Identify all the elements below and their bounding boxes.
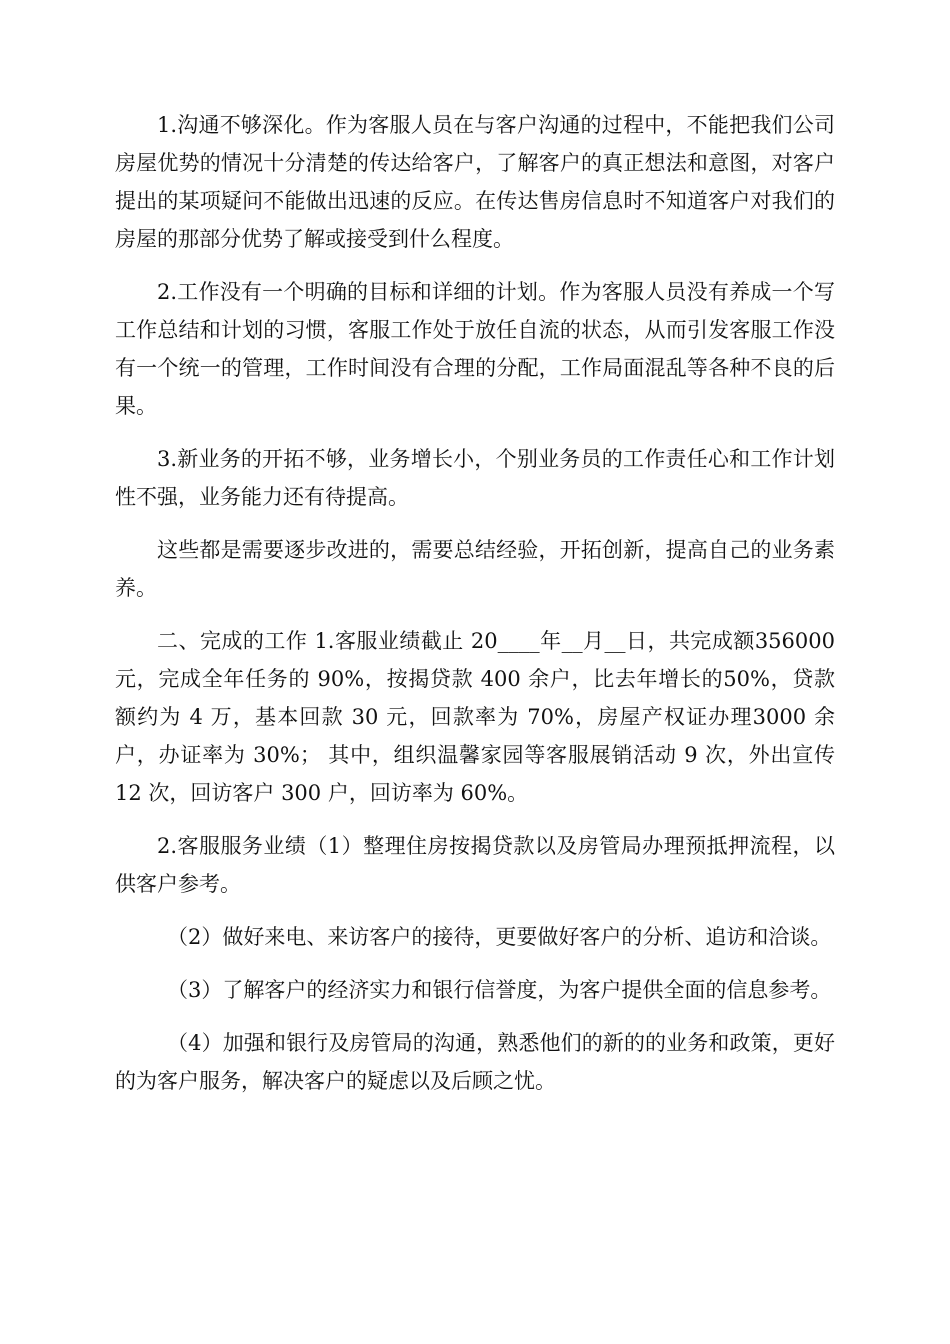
paragraph-service-performance: 2.客服服务业绩（1）整理住房按揭贷款以及房管局办理预抵押流程，以供客户参考。	[115, 834, 835, 896]
document-body	[115, 106, 835, 1115]
paragraph-new-business: 3.新业务的开拓不够，业务增长小，个别业务员的工作责任心和工作计划性不强，业务能力还有待提高。	[115, 447, 835, 509]
paragraph-communication: 1.沟通不够深化。作为客服人员在与客户沟通的过程中，不能把我们公司房屋优势的情况十分清楚的传达给客户，了解客户的真正想法和意图，对客户提出的某项疑问不能做出迅速的反应。在传达售房信息时不知道客户对我们的房屋的那部分优势了解或接受到什么程度。	[115, 113, 835, 251]
paragraph-item-2: （2）做好来电、来访客户的接待，更要做好客户的分析、追访和洽谈。	[167, 925, 832, 949]
paragraph-planning: 2.工作没有一个明确的目标和详细的计划。作为客服人员没有养成一个写工作总结和计划的习惯，客服工作处于放任自流的状态，从而引发客服工作没有一个统一的管理，工作时间没有合理的分配，工作局面混乱等各种不良的后果。	[115, 280, 835, 418]
paragraph-item-3: （3）了解客户的经济实力和银行信誉度，为客户提供全面的信息参考。	[167, 978, 832, 1002]
paragraph-item-4: （4）加强和银行及房管局的沟通，熟悉他们的新的的业务和政策，更好的为客户服务，解决客户的疑虑以及后顾之忧。	[115, 1031, 835, 1093]
paragraph-improvement: 这些都是需要逐步改进的，需要总结经验，开拓创新，提高自己的业务素养。	[115, 538, 835, 600]
paragraph-completed-work: 二、完成的工作 1.客服业绩截止 20____年__月__日，共完成额356000 元，完成全年任务的 90%，按揭贷款 400 余户，比去年增长的50%，贷款额约为 4 万，基本回款 30 元，回款率为 70%，房屋产权证办理3000 余户，办证率为 30%； 其中，组织温馨家园等客服展销活动 9 次，外出宣传 12 次，回访客户 300 户，回访率为 60%。	[115, 629, 835, 805]
